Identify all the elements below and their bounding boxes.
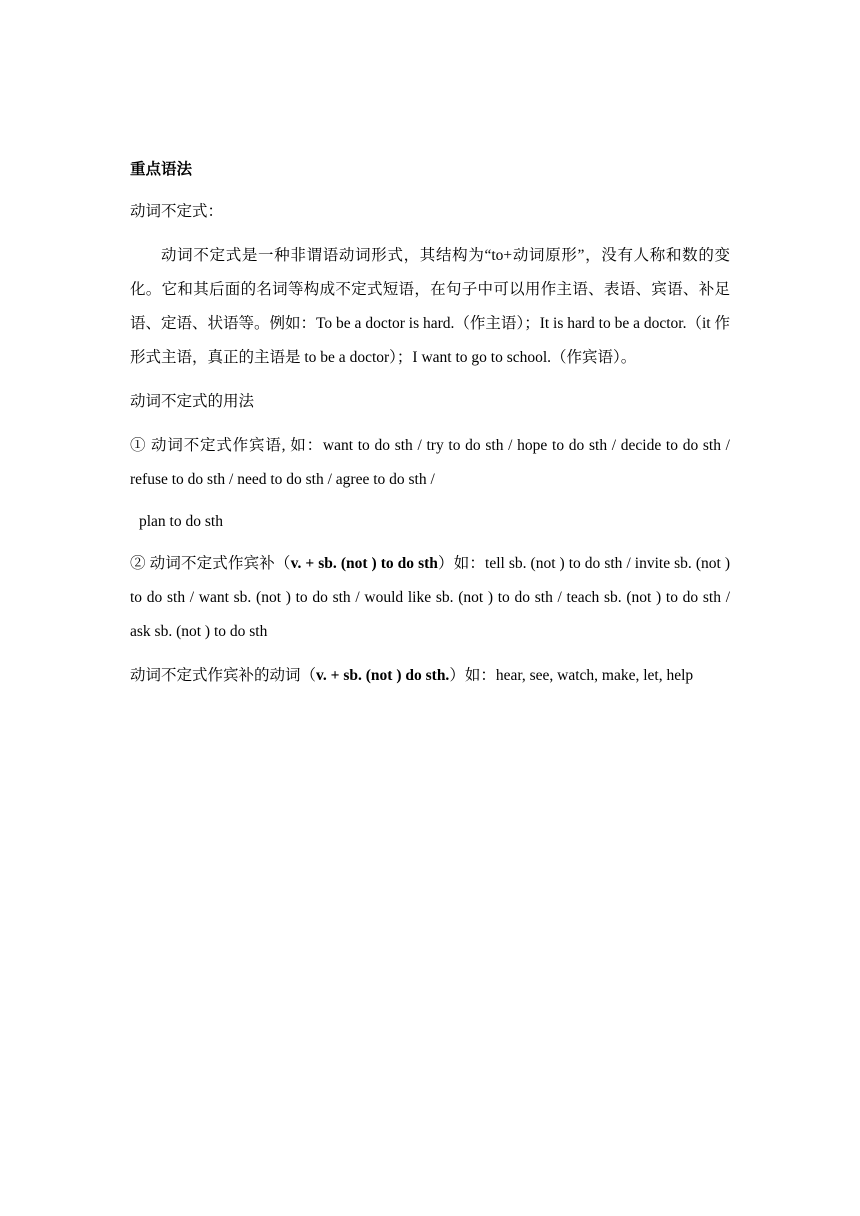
- usage-item-object: ① 动词不定式作宾语, 如：want to do sth / try to do sth / hope to do sth / decide to do sth / refuse to do sth / need to do sth / agree to do sth /: [130, 437, 730, 488]
- document-body: [130, 155, 730, 703]
- usage3-pattern: v. + sb. (not ) do sth.: [316, 667, 450, 684]
- usage2-pattern: v. + sb. (not ) to do sth: [290, 555, 438, 572]
- usage2-prefix: ② 动词不定式作宾补（: [130, 555, 291, 572]
- usage-item-bare-infinitive: [130, 659, 730, 693]
- subheading-infinitive: 动词不定式：: [130, 203, 224, 220]
- subheading-usage: 动词不定式的用法: [130, 393, 255, 410]
- intro-paragraph: 动词不定式是一种非谓语动词形式，其结构为“to+动词原形”，没有人称和数的变化。它和其后面的名词等构成不定式短语，在句子中可以用作主语、表语、宾语、补足语、定语、状语等。例如：To be a doctor is hard.（作主语）；It is hard to be a doctor.（it 作形式主语，真正的主语是 to be a doctor）；I want to go to school.（作宾语）。: [130, 247, 730, 366]
- usage-item-object-continued: plan to do sth: [139, 513, 223, 530]
- usage3-suffix: ）如：hear, see, watch, make, let, help: [449, 667, 694, 684]
- usage3-prefix: 动词不定式作宾补的动词（: [130, 667, 317, 684]
- section-heading: 重点语法: [130, 161, 193, 178]
- usage2-suffix: ）如：tell sb. (not ) to do sth / invite sb. (not ) to do sth / want sb. (not ) to do sth / would like sb. (not ) to do sth / teach sb. (not ) to do sth / ask sb. (not ) to do sth: [130, 555, 730, 640]
- usage-item-object-complement: [130, 547, 730, 649]
